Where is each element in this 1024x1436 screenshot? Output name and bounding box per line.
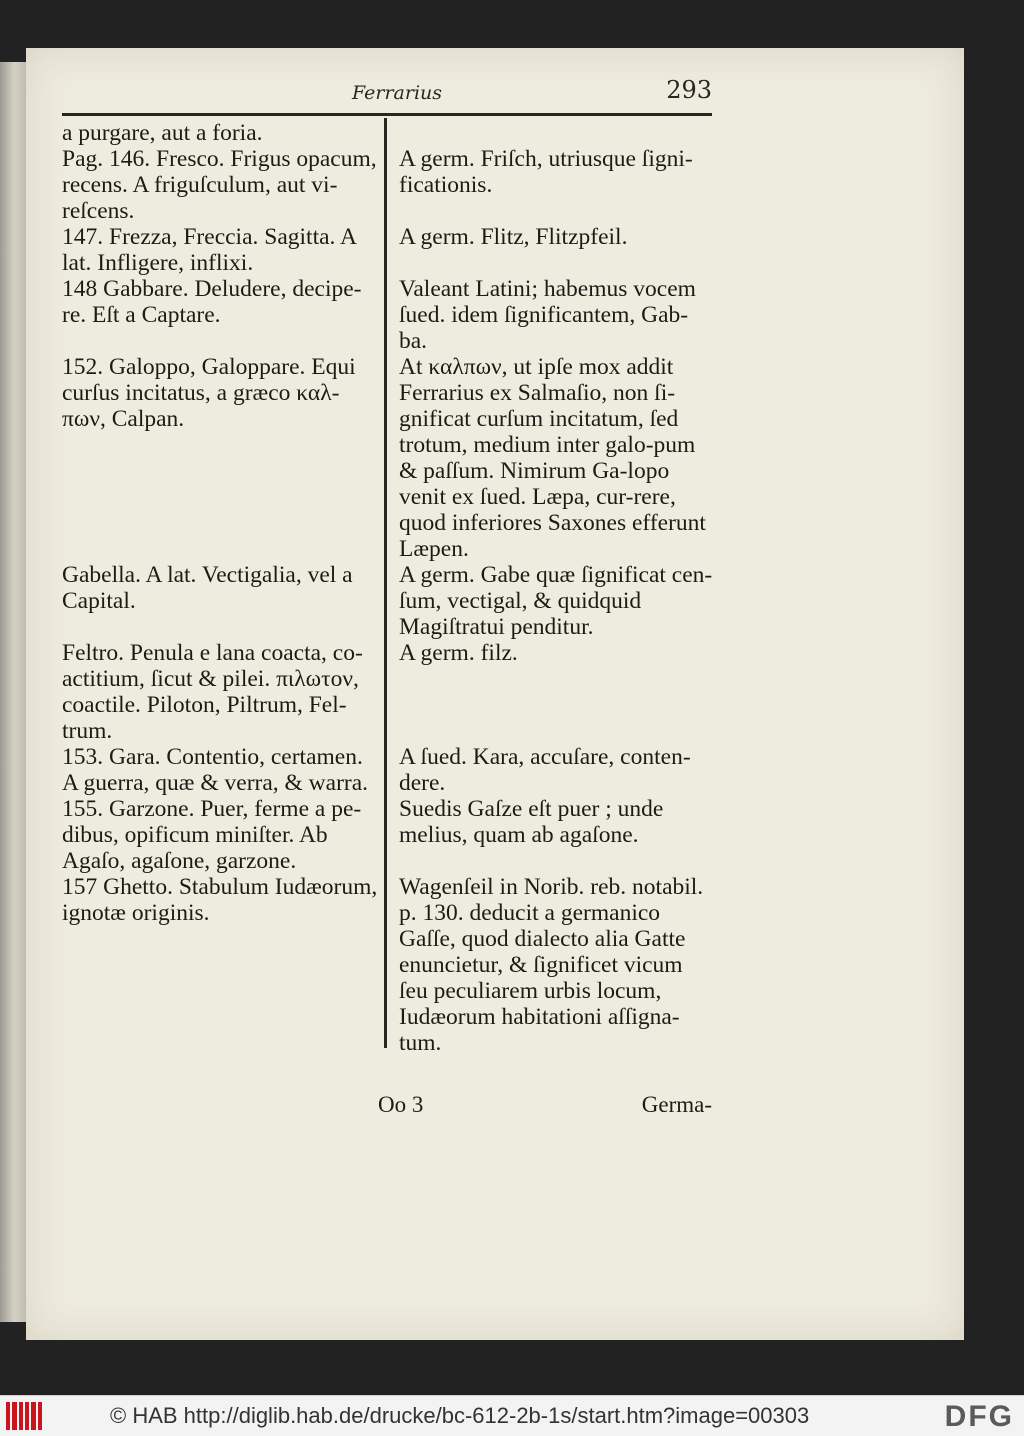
dfg-logo[interactable]: DFG [944, 1400, 1014, 1433]
glossary-columns [62, 120, 716, 1056]
entry-etymology: At καλπων, ut ipſe mox addit Ferrarius ex Salmaſio, non ſi-gnificat curſum incitatum, ſed trotum, medium inter galo-pum & paſſum. Nimirum Ga-lopo venit ex ſued. Læpa, cur-rere, quod inferiores Saxones efferunt Læpen. [399, 354, 712, 562]
page-header [62, 76, 712, 110]
entry-italian: Pag. 146. Fresco. Frigus opacum, recens. A friguſculum, aut vi-reſcens. [62, 146, 383, 224]
page-number: 293 [666, 76, 712, 104]
entry-etymology: A germ. Friſch, utriusque ſigni-ficationis. [399, 146, 693, 198]
entry-etymology: A germ. Flitz, Flitzpfeil. [399, 224, 628, 250]
entry-italian: a purgare, aut a foria. [62, 120, 263, 146]
entry [62, 354, 716, 562]
entry-etymology: Valeant Latini; habemus vocem ſued. idem ſignificantem, Gab-ba. [399, 276, 702, 354]
entry-italian: 147. Frezza, Freccia. Sagitta. A lat. Infligere, inflixi. [62, 224, 362, 276]
page-footer [62, 1092, 712, 1128]
entry-italian: Feltro. Penula e lana coacta, co-actitium, ſicut & pilei. πιλωτον, coactile. Piloton, Piltrum, Fel-trum. [62, 640, 365, 744]
catchword: Germa- [641, 1092, 712, 1117]
entry [62, 796, 716, 874]
entry [62, 146, 716, 224]
running-head: Ferrarius [352, 82, 443, 104]
entry [62, 744, 716, 796]
entry-etymology: Wagenſeil in Norib. reb. notabil. p. 130. deducit a germanico Gaſſe, quod dialecto alia Gatte enuncietur, & ſignificet vicum ſeu peculiarem urbis locum, Iudæorum habitationi aſſigna-tum. [399, 874, 710, 1056]
viewer-footer-bar [0, 1395, 1024, 1436]
entry-italian: 148 Gabbare. Deludere, decipe-re. Eſt a Captare. [62, 276, 362, 328]
entry [62, 224, 716, 276]
entry-italian: Gabella. A lat. Vectigalia, vel a Capital. [62, 562, 359, 614]
entry-etymology [387, 120, 716, 146]
entry-italian: 152. Galoppo, Galoppare. Equi curſus incitatus, a græco καλ-πων, Calpan. [62, 354, 362, 432]
entry [62, 640, 716, 744]
entry-etymology: A ſued. Kara, accuſare, conten-dere. [399, 744, 691, 796]
entry-etymology: Suedis Gaſze eſt puer ; unde melius, quam ab agaſone. [399, 796, 670, 848]
entry-italian: 157 Ghetto. Stabulum Iudæorum, ignotæ originis. [62, 874, 384, 926]
entry-italian: 155. Garzone. Puer, ferme a pe-dibus, opificum miniſter. Ab Agaſo, agaſone, garzone. [62, 796, 362, 874]
entry [62, 120, 716, 146]
entry [62, 276, 716, 354]
signature-mark: Oo 3 [378, 1092, 424, 1117]
facing-page-edge [0, 62, 26, 1322]
hab-logo-icon[interactable] [6, 1402, 42, 1430]
entry-italian: 153. Gara. Contentio, certamen. A guerra, quæ & verra, & warra. [62, 744, 369, 796]
copyright-link[interactable]: © HAB http://diglib.hab.de/drucke/bc-612-2b-1s/start.htm?image=00303 [110, 1403, 810, 1428]
header-rule [62, 113, 712, 116]
entry [62, 562, 716, 640]
entry-etymology: A germ. Gabe quæ ſignificat cen-ſum, vectigal, & quidquid Magiſtratui penditur. [399, 562, 713, 640]
entry [62, 874, 716, 1056]
entry-etymology: A germ. filz. [399, 640, 518, 666]
